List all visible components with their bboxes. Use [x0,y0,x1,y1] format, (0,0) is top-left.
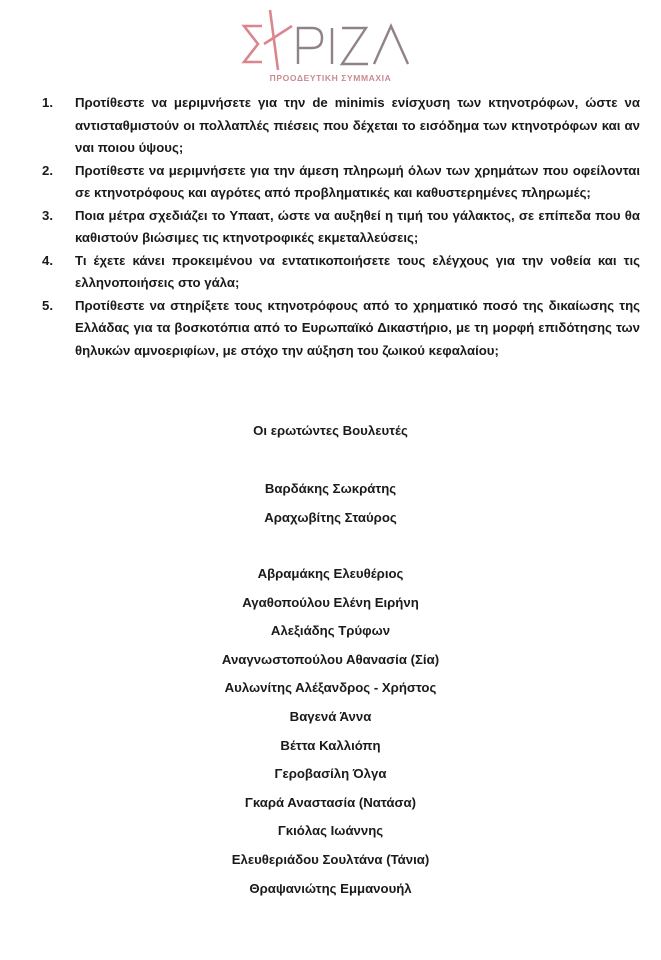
signatory-name: Βαγενά Άννα [289,708,372,724]
signatory-name: Αυλωνίτης Αλέξανδρος - Χρήστος [224,680,437,696]
signatory-name: Αβραμάκης Ελευθέριος [257,566,404,581]
signatory-name: Αραχωβίτης Σταύρος [264,509,397,525]
signatory-name: Γεροβασίλη Όλγα [274,766,387,782]
question-text: Τι έχετε κάνει προκειμένου να εντατικοποιήσετε τους ελέγχους για την νοθεία και τις ελληνοποιήσεις στο γάλα; [75,252,640,290]
signatory-name: Αγαθοπούλου Ελένη Ειρήνη [242,594,419,610]
question-number: 2. [42,162,53,178]
question-item [42,205,640,250]
signatory-name: Θραψανιώτης Εμμανουήλ [249,880,412,896]
signatory-name: Βέττα Καλλιόπη [280,737,381,753]
question-text: Προτίθεστε να μεριμνήσετε για την άμεση πληρωμή όλων των χρημάτων που οφείλονται σε κτηνοτρόφους και αγρότες από προβληματικές και καθυστερημένες πληρωμές; [75,162,640,200]
question-text: Ποια μέτρα σχεδιάζει το Υπαατ, ώστε να αυξηθεί η τιμή του γάλακτος, σε επίπεδα που θα καθιστούν βιώσιμες τις κτηνοτροφικές εκμεταλλεύσεις; [75,207,640,245]
lead-signatories [0,475,661,532]
question-item [42,92,640,160]
signatory-name: Ελευθεριάδου Σουλτάνα (Τάνια) [231,851,430,867]
cosignatories [0,560,661,903]
question-item [42,160,640,205]
signatory-name: Γκιόλας Ιωάννης [277,823,384,839]
question-number: 5. [42,297,53,313]
question-number: 4. [42,252,53,268]
question-number: 3. [42,207,53,223]
signatory-name: Γκαρά Αναστασία (Νατάσα) [244,794,417,810]
signatory-name: Αναγνωστοπούλου Αθανασία (Σία) [221,651,440,667]
question-item [42,250,640,295]
signatory-name: Αλεξιάδης Τρύφων [270,623,391,639]
questions-list [42,92,640,362]
logo-subtitle: ΠΡΟΟΔΕΥΤΙΚΗ ΣΥΜΜΑΧΙΑ [269,73,392,83]
signatories-heading: Οι ερωτώντες Βουλευτές [253,423,408,438]
question-item [42,295,640,363]
syriza-logo-mark [240,8,420,72]
party-logo [0,0,661,92]
question-text: Προτίθεστε να μεριμνήσετε για την de minimis ενίσχυση των κτηνοτρόφων, ώστε να αντισταθμιστούν οι πολλαπλές πιέσεις που δέχεται το εισόδημα των κτηνοτρόφων και αν ναι ποιου ύψους; [75,95,640,155]
question-number: 1. [42,95,53,110]
signatory-name: Βαρδάκης Σωκράτης [264,481,397,496]
question-text: Προτίθεστε να στηρίξετε τους κτηνοτρόφους από το χρηματικό ποσό της δικαίωσης της Ελλάδας για τα βοσκοτόπια από το Ευρωπαϊκό Δικαστήριο, με τη μορφή επιδότησης των θηλυκών αμνοεριφίων, με στόχο την αύξηση του ζωικού κεφαλαίου; [75,297,640,358]
